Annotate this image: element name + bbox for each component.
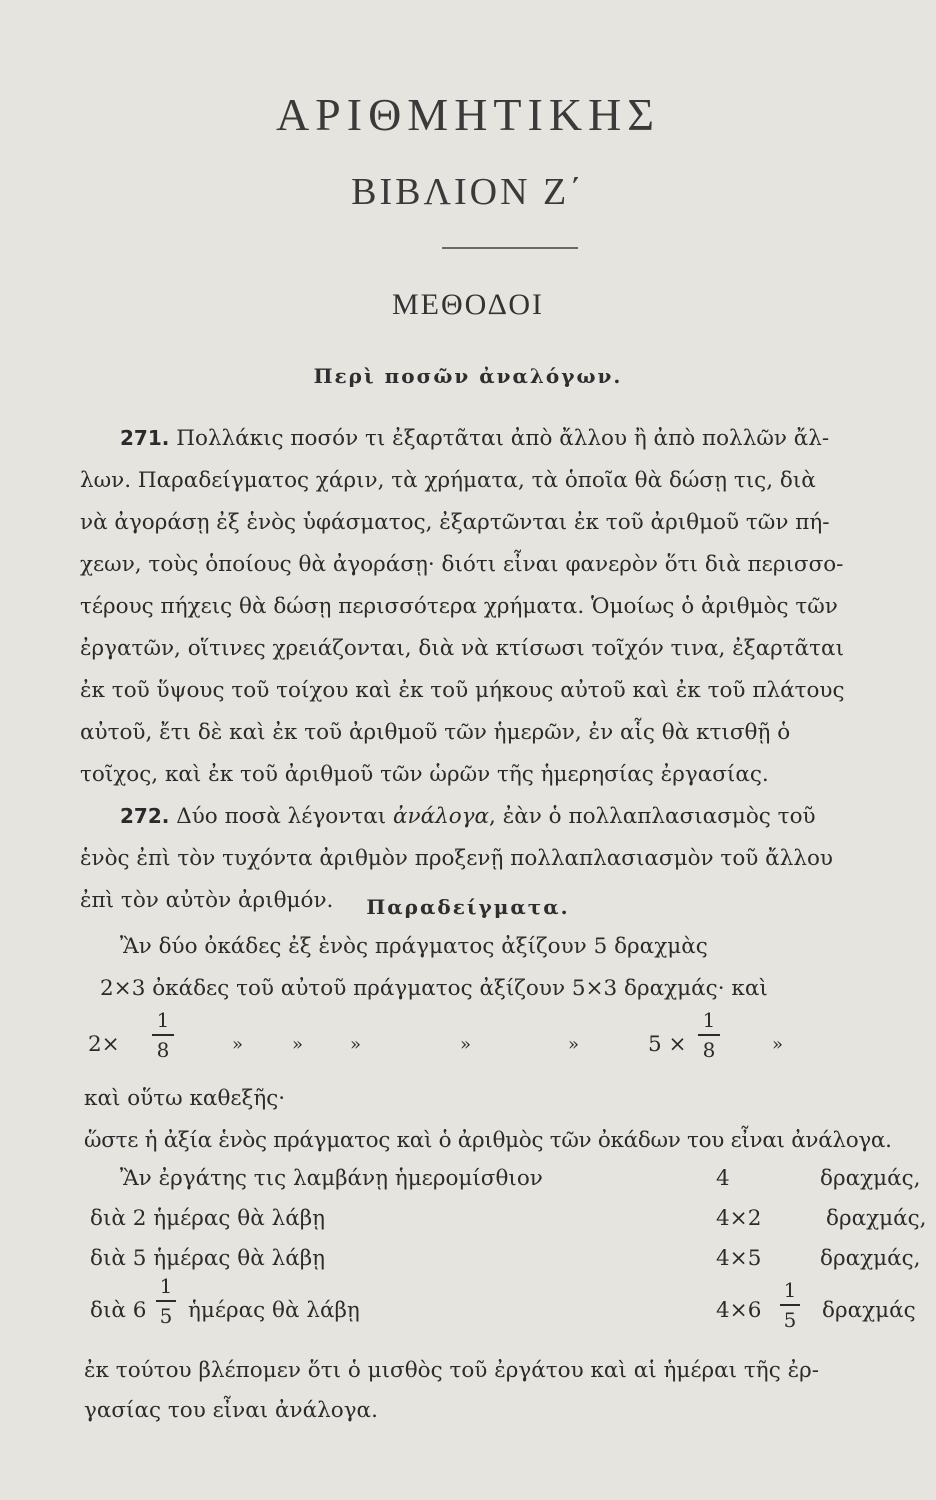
para-271-line-5: τέρους πήχεις θὰ δώσῃ περισσότερα χρήματα. Ὁμοίως ὁ ἀριθμὸς τῶν <box>80 594 838 619</box>
example-1-line-1: Ἂν δύο ὀκάδες ἐξ ἑνὸς πράγματος ἀξίζουν 5 δραχμὰς <box>120 934 708 959</box>
para-272-line-1: 272. Δύο ποσὰ λέγονται ἀνάλογα, ἐὰν ὁ πολλαπλασιασμὸς τοῦ <box>120 804 816 829</box>
fraction-one-fifth-right: 1 5 <box>780 1278 800 1332</box>
ditto-mark: » <box>232 1034 244 1055</box>
section-title: ΜΕΘΟΔΟΙ <box>392 288 544 321</box>
left-multiplier: 2× <box>88 1032 120 1057</box>
right-multiplier: 5 × <box>648 1032 687 1057</box>
para-271-line-7: ἐκ τοῦ ὕψους τοῦ τοίχου καὶ ἐκ τοῦ μήκους αὐτοῦ καὶ ἐκ τοῦ πλάτους <box>80 678 845 703</box>
para-272-line-2: ἑνὸς ἐπὶ τὸν τυχόντα ἀριθμὸν προξενῇ πολλαπλασιασμὸν τοῦ ἄλλου <box>80 846 833 871</box>
main-title: ΑΡΙΘΜΗΤΙΚΗΣ <box>275 89 661 140</box>
subsection-title: Περὶ ποσῶν ἀναλόγων. <box>313 364 623 388</box>
ditto-mark: » <box>350 1034 362 1055</box>
para-271-line-3: νὰ ἀγοράσῃ ἐξ ἑνὸς ὑφάσματος, ἐξαρτῶνται ἐκ τοῦ ἀριθμοῦ τῶν πή- <box>80 510 830 535</box>
para-271-line-8: αὐτοῦ, ἔτι δὲ καὶ ἐκ τοῦ ἀριθμοῦ τῶν ἡμερῶν, ἐν αἷς θὰ κτισθῇ ὁ <box>80 720 791 745</box>
example-2-conclusion-line-2: γασίας του εἶναι ἀνάλογα. <box>84 1398 378 1423</box>
wage-row-4-unit: δραχμάς <box>822 1298 916 1323</box>
wage-row-1-text: Ἂν ἐργάτης τις λαμβάνῃ ἡμερομίσθιον <box>120 1166 543 1191</box>
wage-row-3-text: διὰ 5 ἡμέρας θὰ λάβῃ <box>90 1246 326 1271</box>
ditto-mark: » <box>292 1034 304 1055</box>
wage-row-2-text: διὰ 2 ἡμέρας θὰ λάβῃ <box>90 1206 326 1231</box>
example-1-conclusion: ὥστε ἡ ἀξία ἑνὸς πράγματος καὶ ὁ ἀριθμὸς τῶν ὀκάδων του εἶναι ἀνάλογα. <box>84 1128 892 1153</box>
wage-row-3-unit: δραχμάς, <box>820 1246 921 1271</box>
example-1-line-4: καὶ οὕτω καθεξῆς· <box>84 1086 286 1111</box>
wage-row-2-unit: δραχμάς, <box>826 1206 927 1231</box>
wage-row-2-amount: 4×2 <box>716 1206 762 1231</box>
ditto-mark: » <box>568 1034 580 1055</box>
wage-row-4-prefix: διὰ 6 <box>90 1298 147 1323</box>
wage-row-3-amount: 4×5 <box>716 1246 762 1271</box>
para-number-272: 272. <box>120 804 170 828</box>
fraction-one-fifth-left: 1 5 <box>156 1274 176 1328</box>
para-271-line-1: 271. Πολλάκις ποσόν τι ἐξαρτᾶται ἀπὸ ἄλλου ἢ ἀπὸ πολλῶν ἄλ- <box>120 426 830 451</box>
fraction-one-eighth-right: 1 8 <box>698 1008 720 1062</box>
book-title: ΒΙΒΛΙΟΝ Ζ΄ <box>351 171 585 213</box>
example-2-conclusion-line-1: ἐκ τούτου βλέπομεν ὅτι ὁ μισθὸς τοῦ ἐργάτου καὶ αἱ ἡμέραι τῆς ἐρ- <box>84 1358 820 1383</box>
fraction-one-eighth-left: 1 8 <box>152 1008 174 1062</box>
para-number-271: 271. <box>120 426 170 450</box>
wage-row-1-unit: δραχμάς, <box>820 1166 921 1191</box>
wage-row-4-text: ἡμέρας θὰ λάβῃ <box>188 1298 360 1323</box>
term-analoga: ἀνάλογα <box>393 804 490 829</box>
para-271-line-6: ἐργατῶν, οἵτινες χρειάζονται, διὰ νὰ κτίσωσι τοῖχόν τινα, ἐξαρτᾶται <box>80 636 845 661</box>
wage-row-4-amount: 4×6 <box>716 1298 762 1323</box>
example-1-line-2: 2×3 ὀκάδες τοῦ αὐτοῦ πράγματος ἀξίζουν 5×3 δραχμάς· καὶ <box>100 976 768 1001</box>
para-272-line-3: ἐπὶ τὸν αὐτὸν ἀριθμόν. <box>80 888 334 913</box>
para-271-line-2: λων. Παραδείγματος χάριν, τὰ χρήματα, τὰ ὁποῖα θὰ δώσῃ τις, διὰ <box>80 468 816 493</box>
para-271-line-9: τοῖχος, καὶ ἐκ τοῦ ἀριθμοῦ τῶν ὡρῶν τῆς ἡμερησίας ἐργασίας. <box>80 762 769 787</box>
ditto-mark: » <box>460 1034 472 1055</box>
ditto-mark-end: » <box>772 1034 784 1055</box>
title-divider <box>442 247 578 249</box>
para-271-line-4: χεων, τοὺς ὁποίους θὰ ἀγοράσῃ· διότι εἶναι φανερὸν ὅτι διὰ περισσο- <box>80 552 844 577</box>
examples-title: Παραδείγματα. <box>366 895 570 919</box>
wage-row-1-amount: 4 <box>716 1166 730 1191</box>
